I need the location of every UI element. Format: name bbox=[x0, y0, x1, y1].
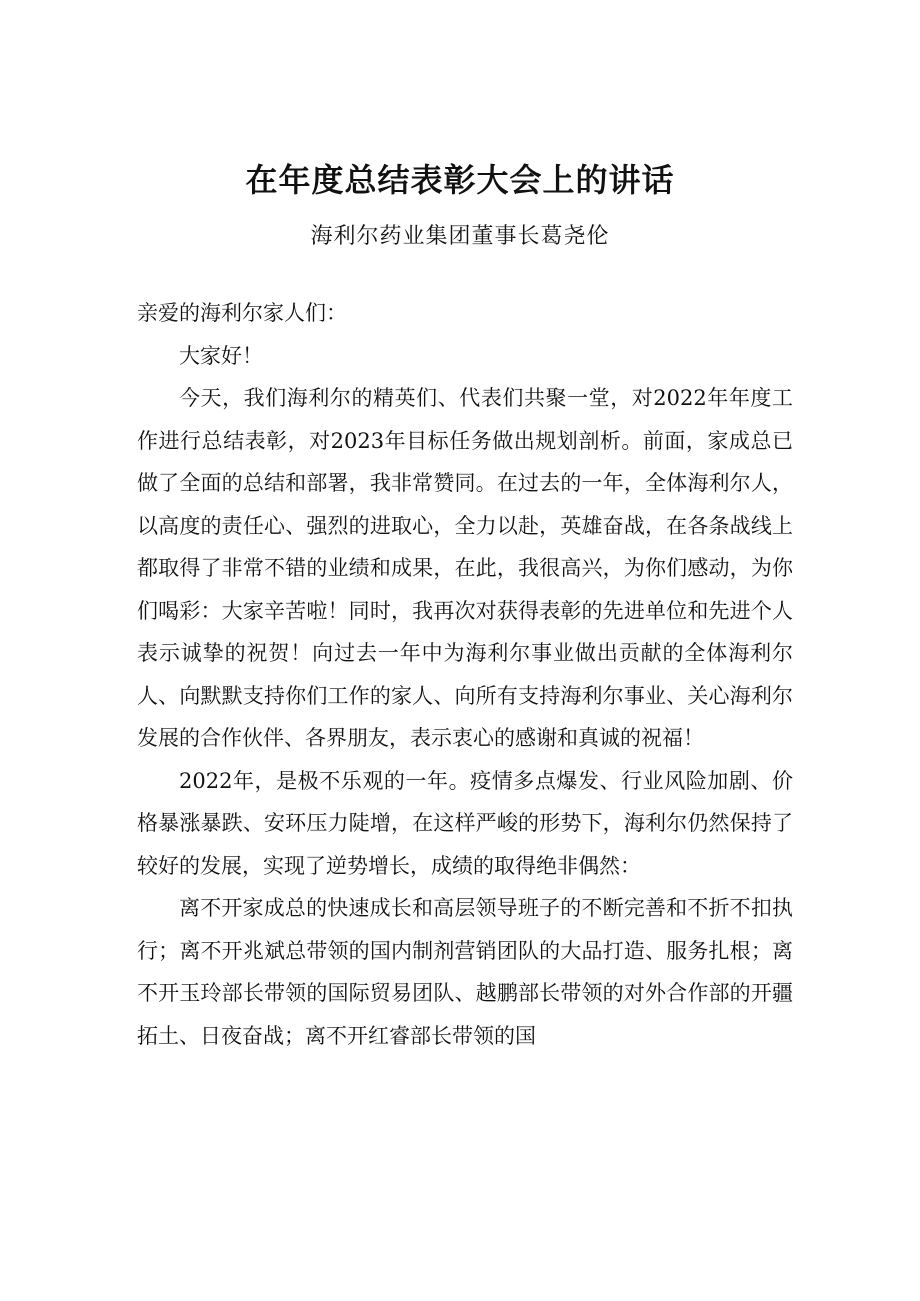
paragraph-acknowledgements: 离不开家成总的快速成长和高层领导班子的不断完善和不折不扣执行；离不开兆斌总带领的国内制剂营销团队的大品打造、服务扎根；离不开玉玲部长带领的国际贸易团队、越鹏部长带领的对外合作部的开疆拓土、日夜奋战；离不开红睿部长带领的国 bbox=[137, 896, 793, 1048]
document-subtitle: 海利尔药业集团董事长葛尧伦 bbox=[310, 224, 610, 249]
document-body bbox=[137, 292, 793, 1057]
paragraph-2022-review: 2022年，是极不乐观的一年。疫情多点爆发、行业风险加剧、价格暴涨暴跌、安环压力陡增，在这样严峻的形势下，海利尔仍然保持了较好的发展，实现了逆势增长，成绩的取得绝非偶然： bbox=[137, 768, 793, 878]
document-title: 在年度总结表彰大会上的讲话 bbox=[245, 161, 675, 199]
paragraph-opening: 今天，我们海利尔的精英们、代表们共聚一堂，对2022年年度工作进行总结表彰，对2023年目标任务做出规划剖析。前面，家成总已做了全面的总结和部署，我非常赞同。在过去的一年，全体海利尔人，以高度的责任心、强烈的进取心，全力以赴，英雄奋战，在各条战线上都取得了非常不错的业绩和成果，在此，我很高兴，为你们感动，为你们喝彩：大家辛苦啦！同时，我再次对获得表彰的先进单位和先进个人表示诚挚的祝贺！向过去一年中为海利尔事业做出贡献的全体海利尔人、向默默支持你们工作的家人、向所有支持海利尔事业、关心海利尔发展的合作伙伴、各界朋友，表示衷心的感谢和真诚的祝福！ bbox=[137, 386, 793, 750]
salutation: 亲爱的海利尔家人们： bbox=[137, 301, 347, 325]
paragraph-greeting: 大家好！ bbox=[179, 343, 263, 368]
